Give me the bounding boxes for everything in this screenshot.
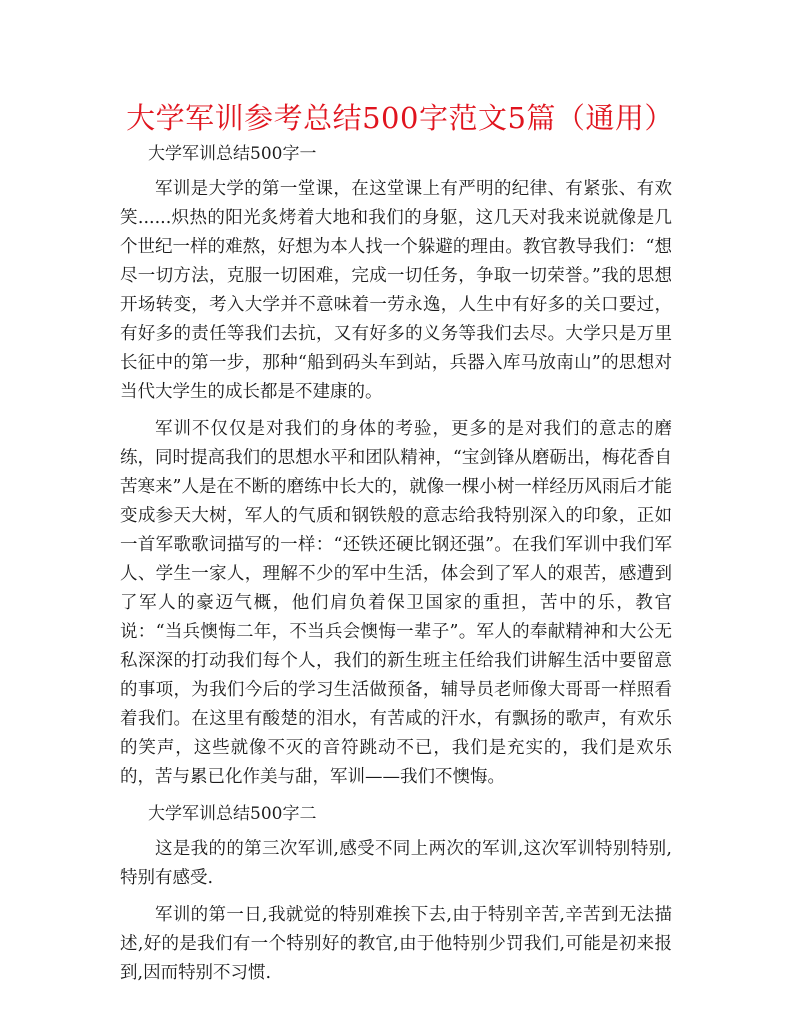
- section-1-paragraph-1: 军训是大学的第一堂课，在这堂课上有严明的纪律、有紧张、有欢笑......炽热的阳光炙烤着大地和我们的身躯，这几天对我来说就像是几个世纪一样的难熬，好想为本人找一个躲避的理由。教官教导我们：“想尽一切方法，克服一切困难，完成一切任务，争取一切荣誉。”我的思想开场转变，考入大学并不意味着一劳永逸，人生中有好多的关口要过，有好多的责任等我们去抗，又有好多的义务等我们去尽。大学只是万里长征中的第一步，那种“船到码头车到站，兵器入库马放南山”的思想对当代大学生的成长都是不建康的。: [120, 179, 672, 402]
- section-2-paragraph-1: 这是我的的第三次军训,感受不同上两次的军训,这次军训特别特别,特别有感受.: [120, 839, 672, 888]
- section-1-paragraph-2: 军训不仅仅是对我们的身体的考验，更多的是对我们的意志的磨练，同时提高我们的思想水平和团队精神，“宝剑锋从磨砺出，梅花香自苦寒来”人是在不断的磨练中长大的，就像一棵小树一样经历风雨后才能变成参天大树，军人的气质和钢铁般的意志给我特别深入的印象，正如一首军歌歌词描写的一样：“还铁还硬比钢还强”。在我们军训中我们军人、学生一家人，理解不少的军中生活，体会到了军人的艰苦，感遭到了军人的豪迈气概，他们肩负着保卫国家的重担，苦中的乐，教官说：“当兵懊悔二年，不当兵会懊悔一辈子”。军人的奉献精神和大公无私深深的打动我们每个人，我们的新生班主任给我们讲解生活中要留意的事项，为我们今后的学习生活做预备，辅导员老师像大哥哥一样照看着我们。在这里有酸楚的泪水，有苦咸的汗水，有飘扬的歌声，有欢乐的笑声，这些就像不灭的音符跳动不已，我们是充实的，我们是欢乐的，苦与累已化作美与甜，军训——我们不懊悔。: [120, 419, 672, 787]
- section-heading-2: 大学军训总结500字二: [148, 804, 317, 824]
- section-2-paragraph-2: 军训的第一日,我就觉的特别难挨下去,由于特别辛苦,辛苦到无法描述,好的是我们有一个特别好的教官,由于他特别少罚我们,可能是初来报到,因而特别不习惯.: [120, 905, 672, 983]
- document-title: 大学军训参考总结500字范文5篇（通用）: [126, 101, 674, 135]
- section-heading-1: 大学军训总结500字一: [148, 144, 317, 164]
- document-body: [120, 140, 672, 988]
